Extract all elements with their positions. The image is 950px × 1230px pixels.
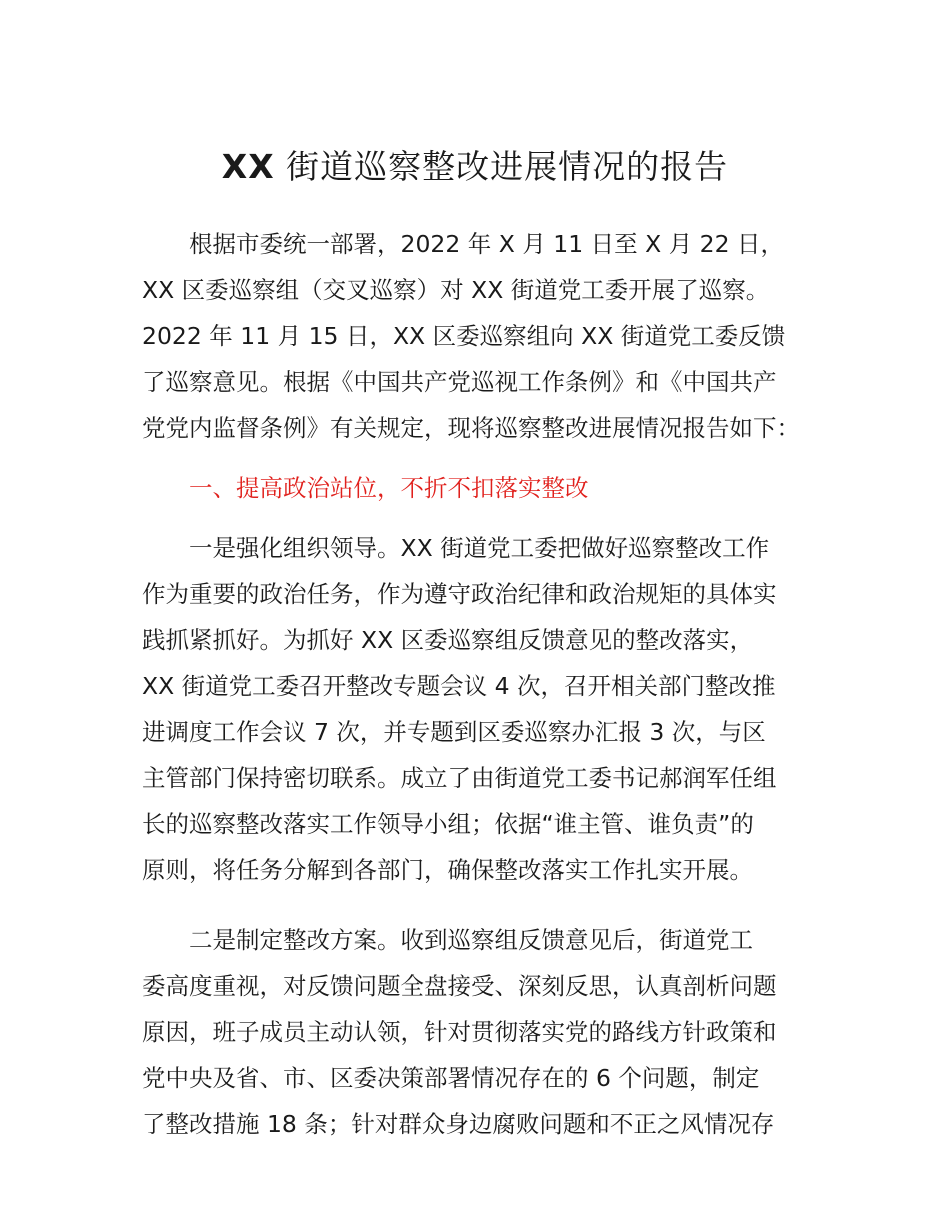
paragraph-line: 一是强化组织领导。XX 街道党工委把做好巡察整改工作 <box>189 534 770 562</box>
spacer <box>142 893 842 917</box>
paragraph-line: 践抓紧抓好。为抓好 XX 区委巡察组反馈意见的整改落实， <box>142 626 754 654</box>
spacer <box>142 511 842 525</box>
paragraph-line: 2022 年 11 月 15 日，XX 区委巡察组向 XX 街道党工委反馈 <box>142 322 786 350</box>
paragraph-organization <box>142 525 842 893</box>
paragraph-plan <box>142 917 842 1147</box>
paragraph-line: 党党内监督条例》有关规定，现将巡察整改进展情况报告如下： <box>142 414 800 442</box>
paragraph-line: 了巡察意见。根据《中国共产党巡视工作条例》和《中国共产 <box>142 368 777 396</box>
paragraph-line: 进调度工作会议 7 次，并专题到区委巡察办汇报 3 次，与区 <box>142 718 766 746</box>
paragraph-line: 党中央及省、市、区委决策部署情况存在的 6 个问题，制定 <box>142 1064 760 1092</box>
paragraph-line: XX 街道党工委召开整改专题会议 4 次，召开相关部门整改推 <box>142 672 776 700</box>
paragraph-line: 二是制定整改方案。收到巡察组反馈意见后，街道党工 <box>189 926 753 954</box>
paragraph-line: 作为重要的政治任务，作为遵守政治纪律和政治规矩的具体实 <box>142 580 777 608</box>
paragraph-line: 根据市委统一部署，2022 年 X 月 11 日至 X 月 22 日， <box>189 230 785 258</box>
paragraph-intro <box>142 221 842 451</box>
paragraph-line: 了整改措施 18 条；针对群众身边腐败问题和不正之风情况存 <box>142 1110 775 1138</box>
paragraph-line: 主管部门保持密切联系。成立了由街道党工委书记郝润军任组 <box>142 764 777 792</box>
paragraph-line: 原则，将任务分解到各部门，确保整改落实工作扎实开展。 <box>142 856 753 884</box>
paragraph-line: 原因，班子成员主动认领，针对贯彻落实党的路线方针政策和 <box>142 1018 777 1046</box>
document-title-lead: XX <box>221 147 275 186</box>
document-body <box>142 221 842 1147</box>
document-title-rest: 街道巡察整改进展情况的报告 <box>274 147 729 186</box>
document-title <box>0 144 950 190</box>
paragraph-line: 委高度重视，对反馈问题全盘接受、深刻反思，认真剖析问题 <box>142 972 777 1000</box>
paragraph-line: 长的巡察整改落实工作领导小组；依据“谁主管、谁负责”的 <box>142 810 754 838</box>
paragraph-line: XX 区委巡察组（交叉巡察）对 XX 街道党工委开展了巡察。 <box>142 276 770 304</box>
section-heading: 一、提高政治站位，不折不扣落实整改 <box>189 474 589 502</box>
spacer <box>142 451 842 465</box>
